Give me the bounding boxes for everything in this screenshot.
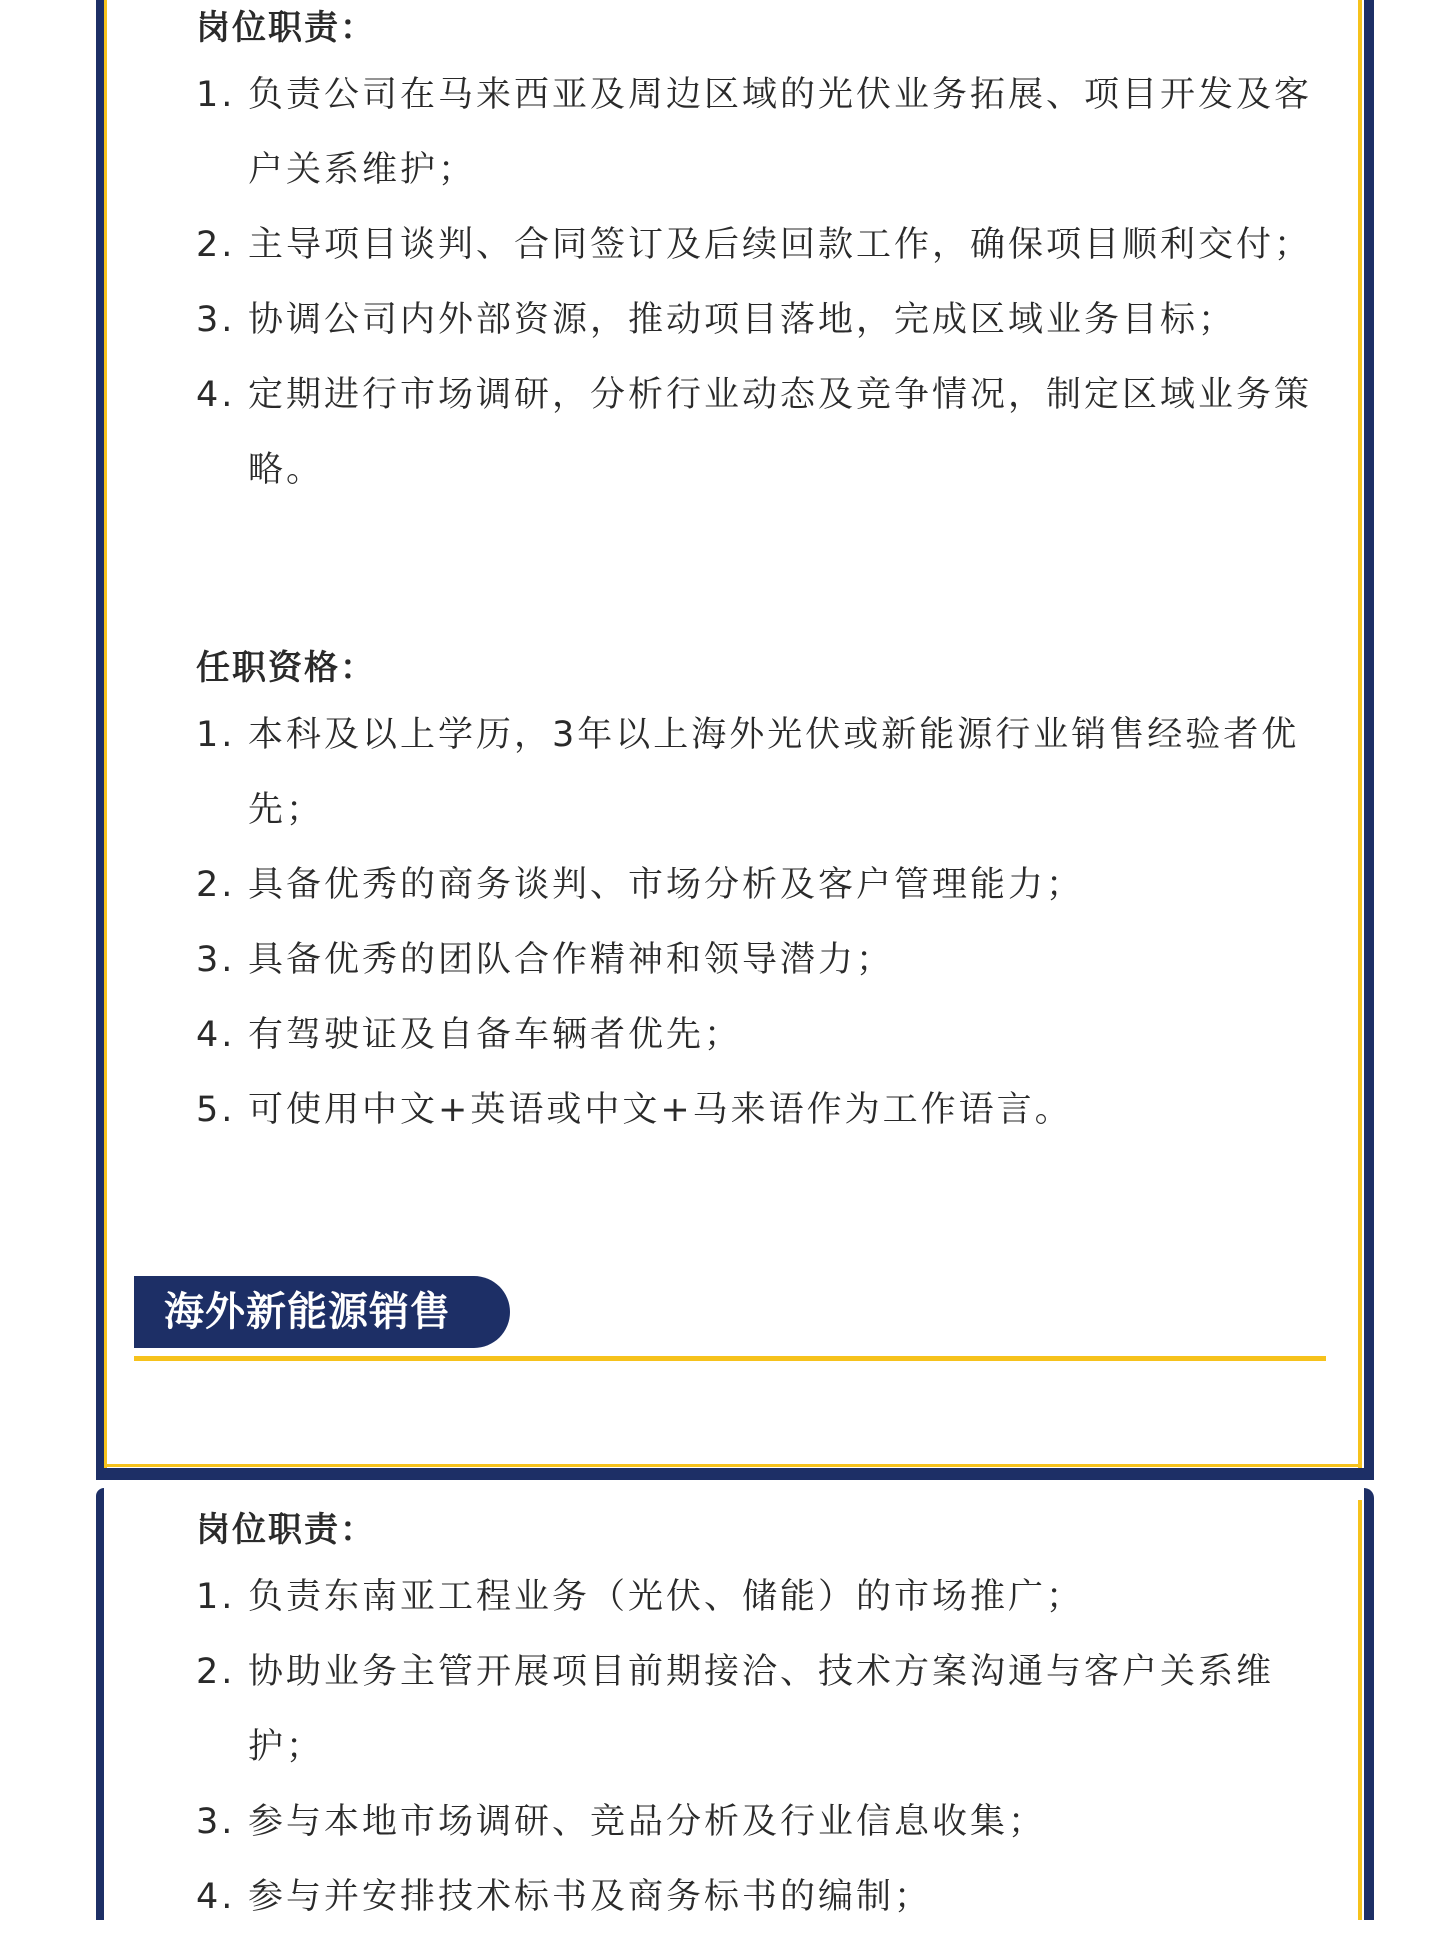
card-border-accent-bottom (104, 1464, 1360, 1467)
item-text: 协助业务主管开展项目前期接洽、技术方案沟通与客户关系维护； (248, 1652, 1275, 1767)
list-item (196, 698, 1336, 848)
card-border-accent-right (1358, 0, 1362, 1470)
item-number: 4. (196, 375, 236, 415)
card-border-right (1364, 0, 1374, 1480)
item-text: 参与并安排技术标书及商务标书的编制； (248, 1877, 933, 1917)
item-number: 5. (196, 1090, 236, 1130)
item-text: 主导项目谈判、合同签订及后续回款工作，确保项目顺利交付； (248, 225, 1313, 265)
list-item (196, 1635, 1336, 1785)
list-item (196, 998, 1336, 1073)
duties-heading: 岗位职责： (196, 8, 376, 48)
duties-list (196, 58, 1336, 508)
section-title-tag: 海外新能源销售 (134, 1276, 510, 1348)
list-item (196, 923, 1336, 998)
item-number: 1. (196, 1577, 236, 1617)
item-text: 负责东南亚工程业务（光伏、储能）的市场推广； (248, 1577, 1085, 1617)
item-number: 1. (196, 75, 236, 115)
item-text: 参与本地市场调研、竞品分析及行业信息收集； (248, 1802, 1047, 1842)
requirements-list (196, 698, 1336, 1148)
list-item (196, 1560, 1336, 1635)
item-text: 协调公司内外部资源，推动项目落地，完成区域业务目标； (248, 300, 1237, 340)
item-number: 3. (196, 1802, 236, 1842)
list-item (196, 1785, 1336, 1860)
card2-border-accent-right (1358, 1500, 1362, 1920)
list-item (196, 358, 1336, 508)
list-item (196, 1073, 1336, 1148)
list-item (196, 1860, 1336, 1935)
item-number: 4. (196, 1877, 236, 1917)
item-text: 有驾驶证及自备车辆者优先； (248, 1015, 743, 1055)
item-number: 3. (196, 940, 236, 980)
item-text: 本科及以上学历，3年以上海外光伏或新能源行业销售经验者优先； (248, 715, 1300, 830)
item-text: 可使用中文+英语或中文+马来语作为工作语言。 (248, 1090, 1073, 1130)
duties-list-2 (196, 1560, 1336, 1935)
item-number: 3. (196, 300, 236, 340)
requirements-heading: 任职资格： (196, 648, 376, 688)
item-text: 具备优秀的团队合作精神和领导潜力； (248, 940, 895, 980)
list-item (196, 283, 1336, 358)
section-title-underline (134, 1356, 1326, 1361)
list-item (196, 848, 1336, 923)
card2-border-left (96, 1488, 104, 1920)
card-border-left (96, 0, 104, 1480)
duties-heading-2: 岗位职责： (196, 1510, 376, 1550)
item-number: 2. (196, 1652, 236, 1692)
list-item (196, 58, 1336, 208)
item-text: 负责公司在马来西亚及周边区域的光伏业务拓展、项目开发及客户关系维护； (248, 75, 1313, 190)
card-border-bottom (96, 1468, 1374, 1480)
card2-border-right (1364, 1488, 1374, 1920)
item-number: 4. (196, 1015, 236, 1055)
card-border-accent-left (104, 0, 107, 1472)
item-text: 具备优秀的商务谈判、市场分析及客户管理能力； (248, 865, 1085, 905)
item-number: 1. (196, 715, 236, 755)
item-number: 2. (196, 225, 236, 265)
item-number: 2. (196, 865, 236, 905)
item-text: 定期进行市场调研，分析行业动态及竞争情况，制定区域业务策略。 (248, 375, 1313, 490)
list-item (196, 208, 1336, 283)
